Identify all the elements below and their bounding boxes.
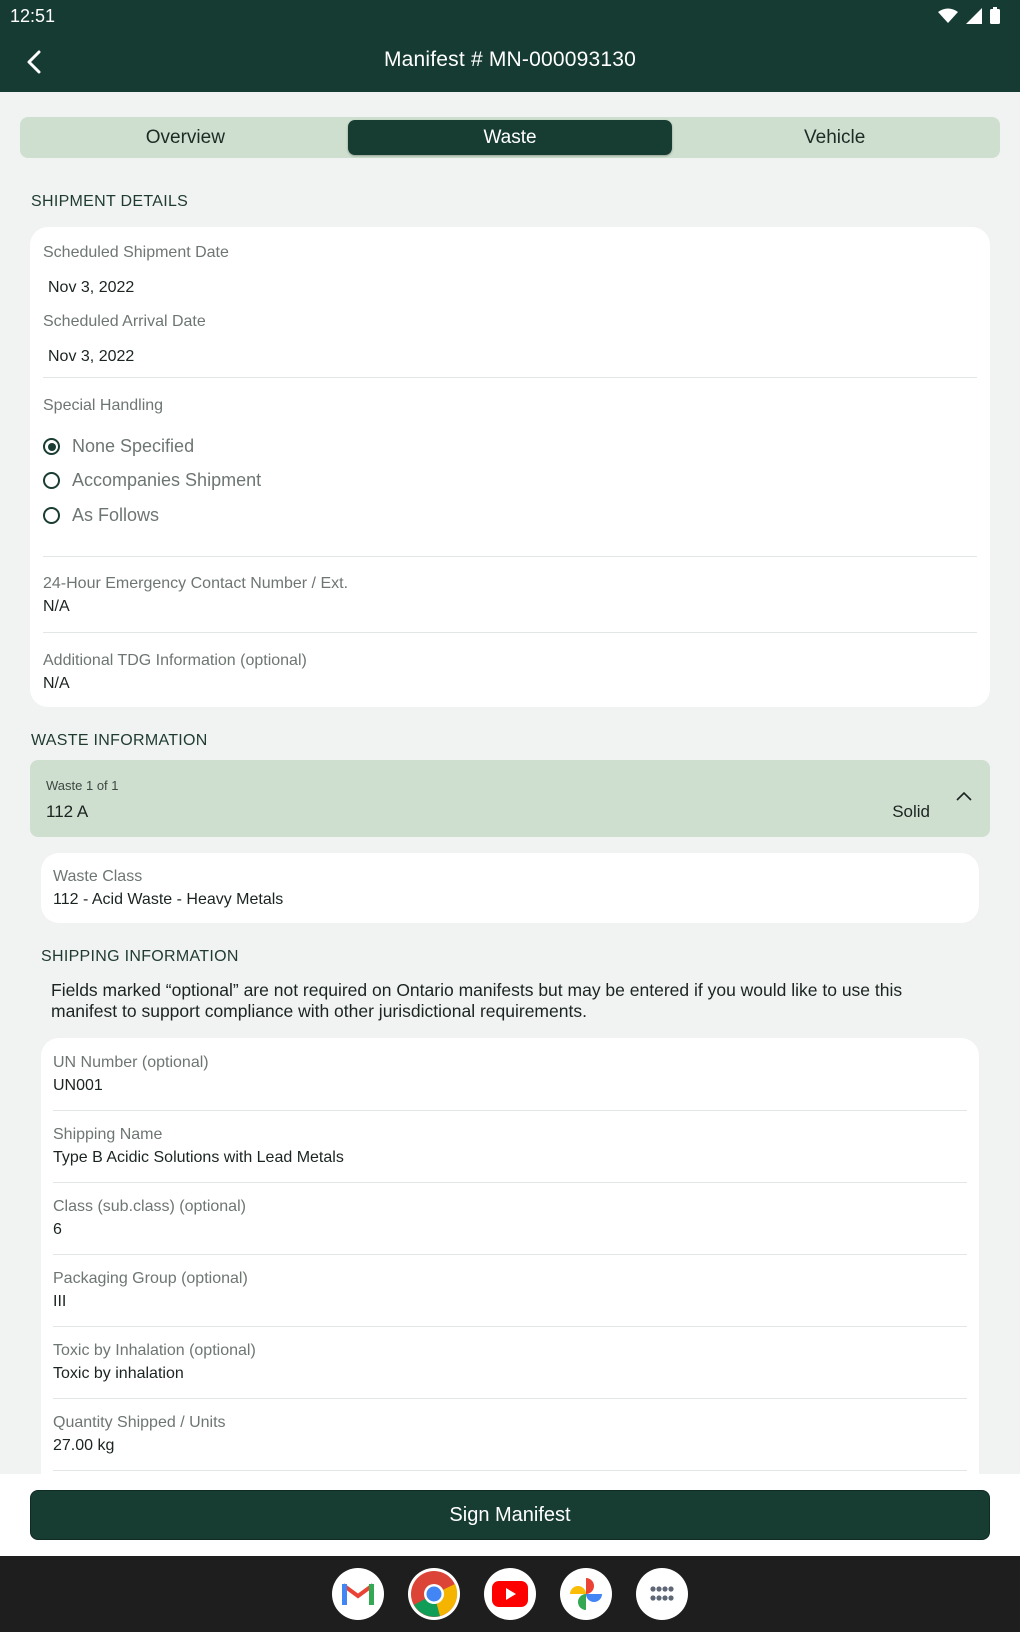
tab-bar xyxy=(20,117,1000,158)
tdg-info-label: Additional TDG Information (optional) xyxy=(43,652,307,669)
waste-class-card xyxy=(41,853,979,923)
waste-state: Solid xyxy=(892,802,930,821)
radio-as-follows[interactable] xyxy=(43,505,159,526)
divider xyxy=(43,632,977,633)
radio-selected-icon xyxy=(43,438,60,455)
emergency-contact-label: 24-Hour Emergency Contact Number / Ext. xyxy=(43,575,349,592)
waste-item-header[interactable] xyxy=(30,760,990,837)
waste-class-label: Waste Class xyxy=(53,868,143,885)
chevron-up-icon[interactable] xyxy=(954,787,974,807)
gmail-icon[interactable] xyxy=(332,1568,384,1620)
waste-code: 112 A xyxy=(46,802,89,821)
radio-label: As Follows xyxy=(72,505,160,525)
optional-fields-note: Fields marked “optional” are not required on Ontario manifests but may be entered if you would like to use this manifest to support compliance with other jurisdictional requirements. xyxy=(51,980,903,1021)
shipping-information-heading: SHIPPING INFORMATION xyxy=(41,948,239,965)
class-value[interactable]: 6 xyxy=(53,1221,62,1238)
radio-label: None Specified xyxy=(72,436,195,456)
un-number-value[interactable]: UN001 xyxy=(53,1077,103,1094)
shipping-fields-card xyxy=(41,1038,979,1508)
radio-none-specified[interactable] xyxy=(43,436,194,457)
packaging-group-value[interactable]: III xyxy=(53,1293,67,1310)
photos-icon[interactable] xyxy=(560,1568,612,1620)
quantity-shipped-label: Quantity Shipped / Units xyxy=(53,1414,226,1431)
waste-information-heading: WASTE INFORMATION xyxy=(31,732,208,749)
status-time: 12:51 xyxy=(10,6,56,26)
tab-overview[interactable]: Overview xyxy=(145,126,225,148)
app-dock xyxy=(0,1556,1020,1632)
wifi-icon xyxy=(938,8,958,24)
radio-unselected-icon xyxy=(43,507,60,524)
battery-icon xyxy=(990,7,1000,24)
apps-icon[interactable] xyxy=(636,1568,688,1620)
waste-counter: Waste 1 of 1 xyxy=(46,778,119,793)
special-handling-label: Special Handling xyxy=(43,397,164,414)
radio-label: Accompanies Shipment xyxy=(72,470,262,490)
toxic-inhalation-label: Toxic by Inhalation (optional) xyxy=(53,1342,256,1359)
emergency-contact-value[interactable]: N/A xyxy=(43,598,70,615)
divider xyxy=(53,1470,967,1471)
scheduled-arrival-value[interactable]: Nov 3, 2022 xyxy=(48,348,135,365)
shipping-name-value[interactable]: Type B Acidic Solutions with Lead Metals xyxy=(53,1149,344,1166)
divider xyxy=(53,1182,967,1183)
waste-class-value[interactable]: 112 - Acid Waste - Heavy Metals xyxy=(53,891,284,908)
quantity-shipped-value[interactable]: 27.00 kg xyxy=(53,1437,115,1454)
class-label: Class (sub.class) (optional) xyxy=(53,1198,246,1215)
scheduled-arrival-label: Scheduled Arrival Date xyxy=(43,313,206,330)
tab-waste[interactable]: Waste xyxy=(348,120,673,155)
shipment-details-heading: SHIPMENT DETAILS xyxy=(31,193,189,210)
shipping-name-label: Shipping Name xyxy=(53,1126,163,1143)
packaging-group-label: Packaging Group (optional) xyxy=(53,1270,248,1287)
divider xyxy=(43,377,977,378)
divider xyxy=(53,1398,967,1399)
radio-unselected-icon xyxy=(43,472,60,489)
divider xyxy=(53,1110,967,1111)
shipment-details-card xyxy=(30,227,990,707)
page-title: Manifest # MN-000093130 xyxy=(383,48,637,71)
tdg-info-value[interactable]: N/A xyxy=(43,675,70,692)
tab-vehicle[interactable]: Vehicle xyxy=(804,126,866,148)
sign-manifest-button[interactable]: Sign Manifest xyxy=(30,1490,990,1540)
toxic-inhalation-value[interactable]: Toxic by inhalation xyxy=(53,1365,184,1382)
status-icons xyxy=(938,7,1000,24)
un-number-label: UN Number (optional) xyxy=(53,1054,209,1071)
signal-icon xyxy=(966,8,982,24)
status-bar xyxy=(0,0,1020,32)
youtube-icon[interactable] xyxy=(484,1568,536,1620)
app-bar xyxy=(0,32,1020,92)
radio-accompanies-shipment[interactable] xyxy=(43,470,261,491)
scheduled-shipment-label: Scheduled Shipment Date xyxy=(43,244,229,261)
divider xyxy=(53,1326,967,1327)
divider xyxy=(43,556,977,557)
divider xyxy=(53,1254,967,1255)
scheduled-shipment-value[interactable]: Nov 3, 2022 xyxy=(48,279,135,296)
chrome-icon[interactable] xyxy=(408,1568,460,1620)
